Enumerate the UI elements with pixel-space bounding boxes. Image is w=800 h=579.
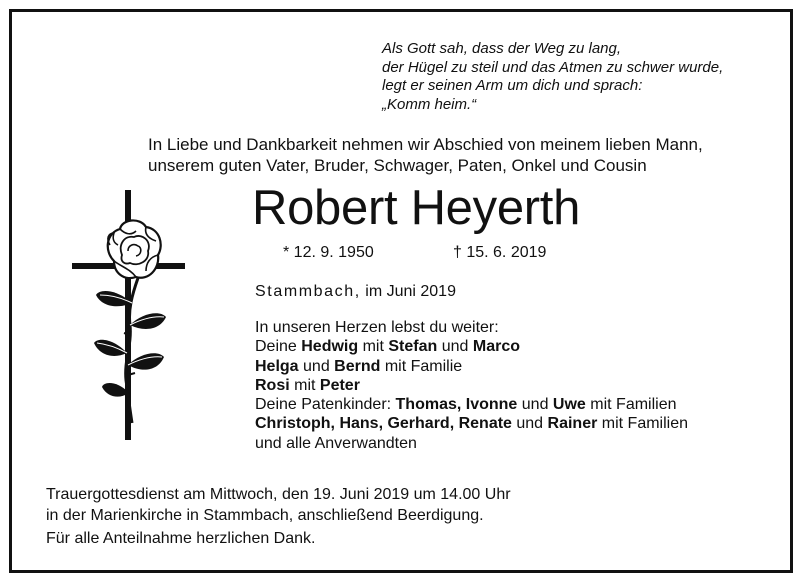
mourners-line: Helga und Bernd mit Familie <box>255 357 463 375</box>
cross-with-rose-icon <box>70 185 190 445</box>
poem <box>382 40 723 114</box>
service-line: Trauergottesdienst am Mittwoch, den 19. Juni 2019 um 14.00 Uhr <box>46 486 511 503</box>
poem-line: Als Gott sah, dass der Weg zu lang, <box>382 40 622 57</box>
poem-line: der Hügel zu steil und das Atmen zu schwer wurde, <box>382 58 724 76</box>
date-text: im Juni 2019 <box>360 283 456 300</box>
intro-line: In Liebe und Dankbarkeit nehmen wir Abschied von meinem lieben Mann, <box>148 135 703 154</box>
place-and-date <box>255 282 456 302</box>
service-line: in der Marienkirche in Stammbach, anschließend Beerdigung. <box>46 506 484 524</box>
funeral-service-info <box>46 485 511 526</box>
mourners-line: Rosi mit Peter <box>255 376 360 394</box>
intro-line: unserem guten Vater, Bruder, Schwager, Paten, Onkel und Cousin <box>148 156 647 175</box>
deceased-name: Robert Heyerth <box>252 181 581 235</box>
death-date: † 15. 6. 2019 <box>453 244 547 261</box>
mourners-list <box>255 318 688 453</box>
mourners-line: Deine Patenkinder: Thomas, Ivonne und Uwe mit Familien <box>255 396 677 414</box>
thanks-text: Für alle Anteilnahme herzlichen Dank. <box>46 530 316 547</box>
poem-line: legt er seinen Arm um dich und sprach: <box>382 77 643 94</box>
poem-line: „Komm heim.“ <box>382 95 477 113</box>
mourners-line: und alle Anverwandten <box>255 434 417 452</box>
mourners-line: Deine Hedwig mit Stefan und Marco <box>255 338 520 356</box>
place-name: Stammbach, <box>255 283 361 300</box>
mourners-heading: In unseren Herzen lebst du weiter: <box>255 319 499 336</box>
mourners-line: Christoph, Hans, Gerhard, Renate und Rainer mit Familien <box>255 415 689 433</box>
intro-text <box>148 134 703 176</box>
birth-date: * 12. 9. 1950 <box>283 244 374 261</box>
